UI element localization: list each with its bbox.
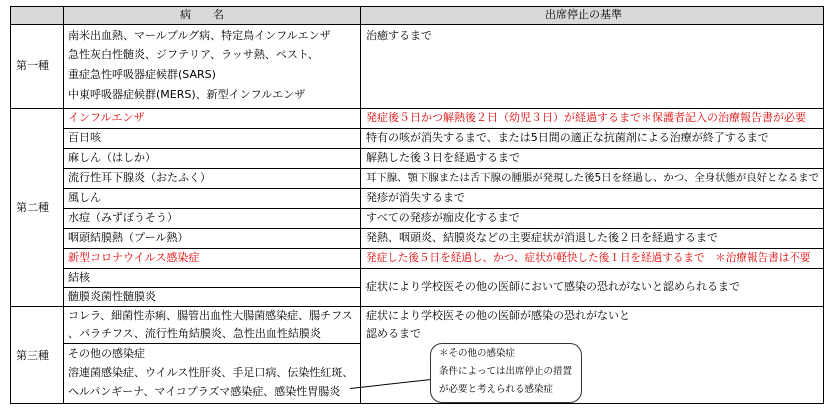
type1-disease-line: 重症急性呼吸器症候群(SARS) (68, 68, 216, 81)
category-type3: 第三種 (16, 349, 49, 362)
type1-disease-line: 急性灰白性髄炎、ジフテリア、ラッサ熱、ペスト、 (68, 48, 319, 61)
type2-disease-meningococcal: 髄膜炎菌性髄膜炎 (68, 290, 156, 303)
type2-criteria-influenza: 発症後５日かつ解熱後２日（幼児３日）が経過するまで＊保護者記入の治療報告書が必要 (366, 111, 806, 124)
type2-criteria-rubella: 発疹が消失するまで (366, 191, 465, 204)
callout-line: が必要と考えられる感染症 (439, 384, 554, 395)
attendance-suspension-table (10, 6, 824, 404)
type1-disease-line: 南米出血熱、マールブルグ病、特定鳥インフルエンザ (68, 29, 331, 42)
type2-disease-pcf: 咽頭結膜熱（プール熱） (68, 231, 189, 244)
type2-disease-tuberculosis: 結核 (68, 271, 90, 284)
type2-disease-measles: 麻しん（はしか） (68, 151, 156, 164)
type2-disease-influenza: インフルエンザ (68, 111, 145, 124)
type2-criteria-pcf: 発熱、咽頭炎、結膜炎などの主要症状が消退した後２日を経過するまで (366, 231, 718, 244)
type2-disease-covid: 新型コロナウイルス感染症 (68, 251, 200, 264)
callout-line: ＊その他の感染症 (439, 348, 516, 359)
type2-criteria-measles: 解熱した後３日を経過するまで (366, 151, 520, 164)
type3-other-line: ヘルパンギーナ、マイコプラズマ感染症、感染性胃腸炎 (68, 385, 341, 398)
type3-other-line: 溶連菌感染症、ウイルス性肝炎、手足口病、伝染性紅斑、 (68, 366, 354, 379)
type1-disease-line: 中東呼吸器症候群(MERS)、新型インフルエンザ (68, 88, 306, 101)
callout-line: 条件によっては出席停止の措置 (439, 366, 573, 377)
type2-shared-criteria: 症状により学校医その他の医師において感染の恐れがないと認められるまで (366, 280, 740, 293)
type2-disease-mumps: 流行性耳下腺炎（おたふく） (68, 171, 211, 184)
type2-criteria-mumps: 耳下腺、顎下腺または舌下腺の腫脹が発現した後5日を経過し、かつ、全身状態が良好となるまで (366, 172, 819, 184)
category-type1: 第一種 (16, 59, 49, 72)
type3-disease-line: 、パラチフス、流行性角結膜炎、急性出血性結膜炎 (68, 327, 321, 340)
type3-criteria-line: 認めるまで (366, 327, 421, 340)
header-disease: 病 名 (180, 8, 224, 21)
header-criteria: 出席停止の基準 (545, 8, 622, 21)
category-type2: 第二種 (16, 201, 49, 214)
type2-disease-varicella: 水痘（みずぼうそう） (68, 211, 178, 224)
type2-criteria-pertussis: 特有の咳が消失するまで、または5日間の適正な抗菌剤による治療が終了するまで (366, 131, 769, 144)
type2-criteria-covid: 発症した後５日を経過し、かつ、症状が軽快した後１日を経過するまで ＊治療報告書は不要 (366, 252, 811, 264)
type1-criteria: 治癒するまで (366, 29, 432, 42)
type2-disease-pertussis: 百日咳 (68, 131, 101, 144)
type3-criteria-line: 症状により学校医その他の医師が感染の恐れがないと (366, 309, 630, 322)
type3-disease-line: コレラ、細菌性赤痢、腸管出血性大腸菌感染症、腸チフス (68, 309, 353, 322)
type3-other-title: その他の感染症 (68, 347, 145, 360)
type2-disease-rubella: 風しん (68, 191, 101, 204)
other-infections-callout (430, 343, 582, 403)
type2-criteria-varicella: すべての発疹が痂皮化するまで (366, 211, 520, 224)
